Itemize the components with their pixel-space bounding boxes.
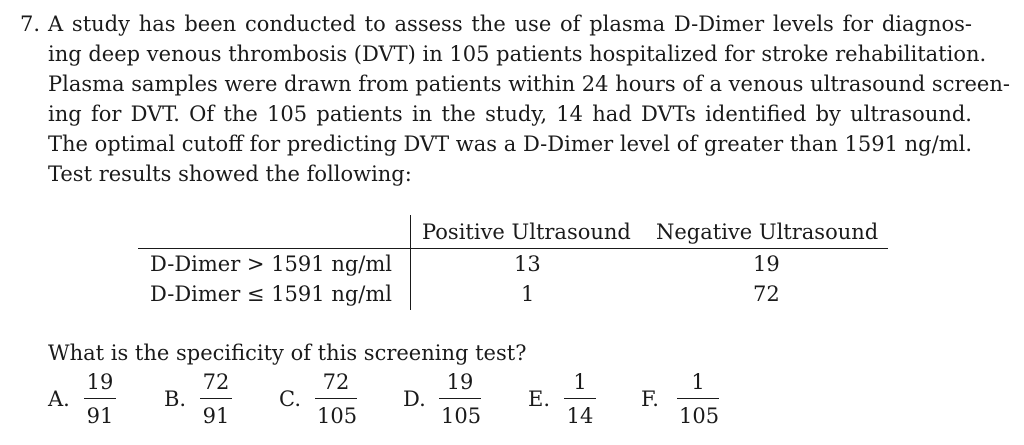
results-table: [138, 215, 888, 310]
fraction-denominator: 105: [679, 404, 720, 428]
fraction-denominator: 91: [202, 404, 230, 428]
fraction: [564, 368, 596, 430]
fraction-bar: [200, 398, 232, 399]
fraction-bar: [315, 398, 357, 399]
table-vertical-rule: [410, 215, 411, 310]
row-label: D-Dimer > 1591 ng/ml: [150, 252, 392, 276]
fraction-denominator: 14: [566, 404, 594, 428]
choice-letter: B.: [164, 387, 187, 411]
choice-letter: D.: [403, 387, 426, 411]
question-text-line: ing for DVT. Of the 105 patients in the study, 14 had DVTs identified by ultrasound.: [48, 102, 972, 126]
fraction: [200, 368, 232, 430]
question-text-line: A study has been conducted to assess the use of plasma D-Dimer levels for diagnos-: [48, 12, 972, 36]
fraction-bar: [677, 398, 719, 399]
fraction-numerator: 19: [446, 370, 474, 394]
fraction-bar: [439, 398, 481, 399]
fraction-bar: [84, 398, 116, 399]
choice-letter: F.: [641, 387, 659, 411]
choice-letter: A.: [48, 387, 70, 411]
fraction-numerator: 19: [86, 370, 114, 394]
fraction-denominator: 105: [441, 404, 482, 428]
fraction-numerator: 72: [202, 370, 230, 394]
question-text-line: Test results showed the following:: [48, 162, 412, 186]
table-cell: 19: [753, 252, 780, 276]
fraction-numerator: 1: [573, 370, 587, 394]
fraction: [677, 368, 719, 430]
question-number: 7.: [20, 12, 41, 36]
column-header-positive: Positive Ultrasound: [422, 220, 631, 244]
fraction-numerator: 72: [322, 370, 350, 394]
row-label: D-Dimer ≤ 1591 ng/ml: [150, 282, 392, 306]
fraction: [84, 368, 116, 430]
question-text-line: ing deep venous thrombosis (DVT) in 105 patients hospitalized for stroke rehabilitation.: [48, 42, 987, 66]
fraction-denominator: 105: [317, 404, 358, 428]
question-prompt: What is the specificity of this screening test?: [48, 341, 527, 365]
fraction-numerator: 1: [691, 370, 705, 394]
choice-letter: E.: [528, 387, 551, 411]
fraction-denominator: 91: [86, 404, 114, 428]
fraction: [439, 368, 481, 430]
choice-letter: C.: [279, 387, 301, 411]
table-cell: 72: [753, 282, 780, 306]
fraction-bar: [564, 398, 596, 399]
table-cell: 13: [514, 252, 541, 276]
table-cell: 1: [521, 282, 535, 306]
question-text-line: The optimal cutoff for predicting DVT was a D-Dimer level of greater than 1591 ng/ml.: [48, 132, 972, 156]
column-header-negative: Negative Ultrasound: [656, 220, 879, 244]
fraction: [315, 368, 357, 430]
question-text-line: Plasma samples were drawn from patients within 24 hours of a venous ultrasound screen-: [48, 72, 1010, 96]
